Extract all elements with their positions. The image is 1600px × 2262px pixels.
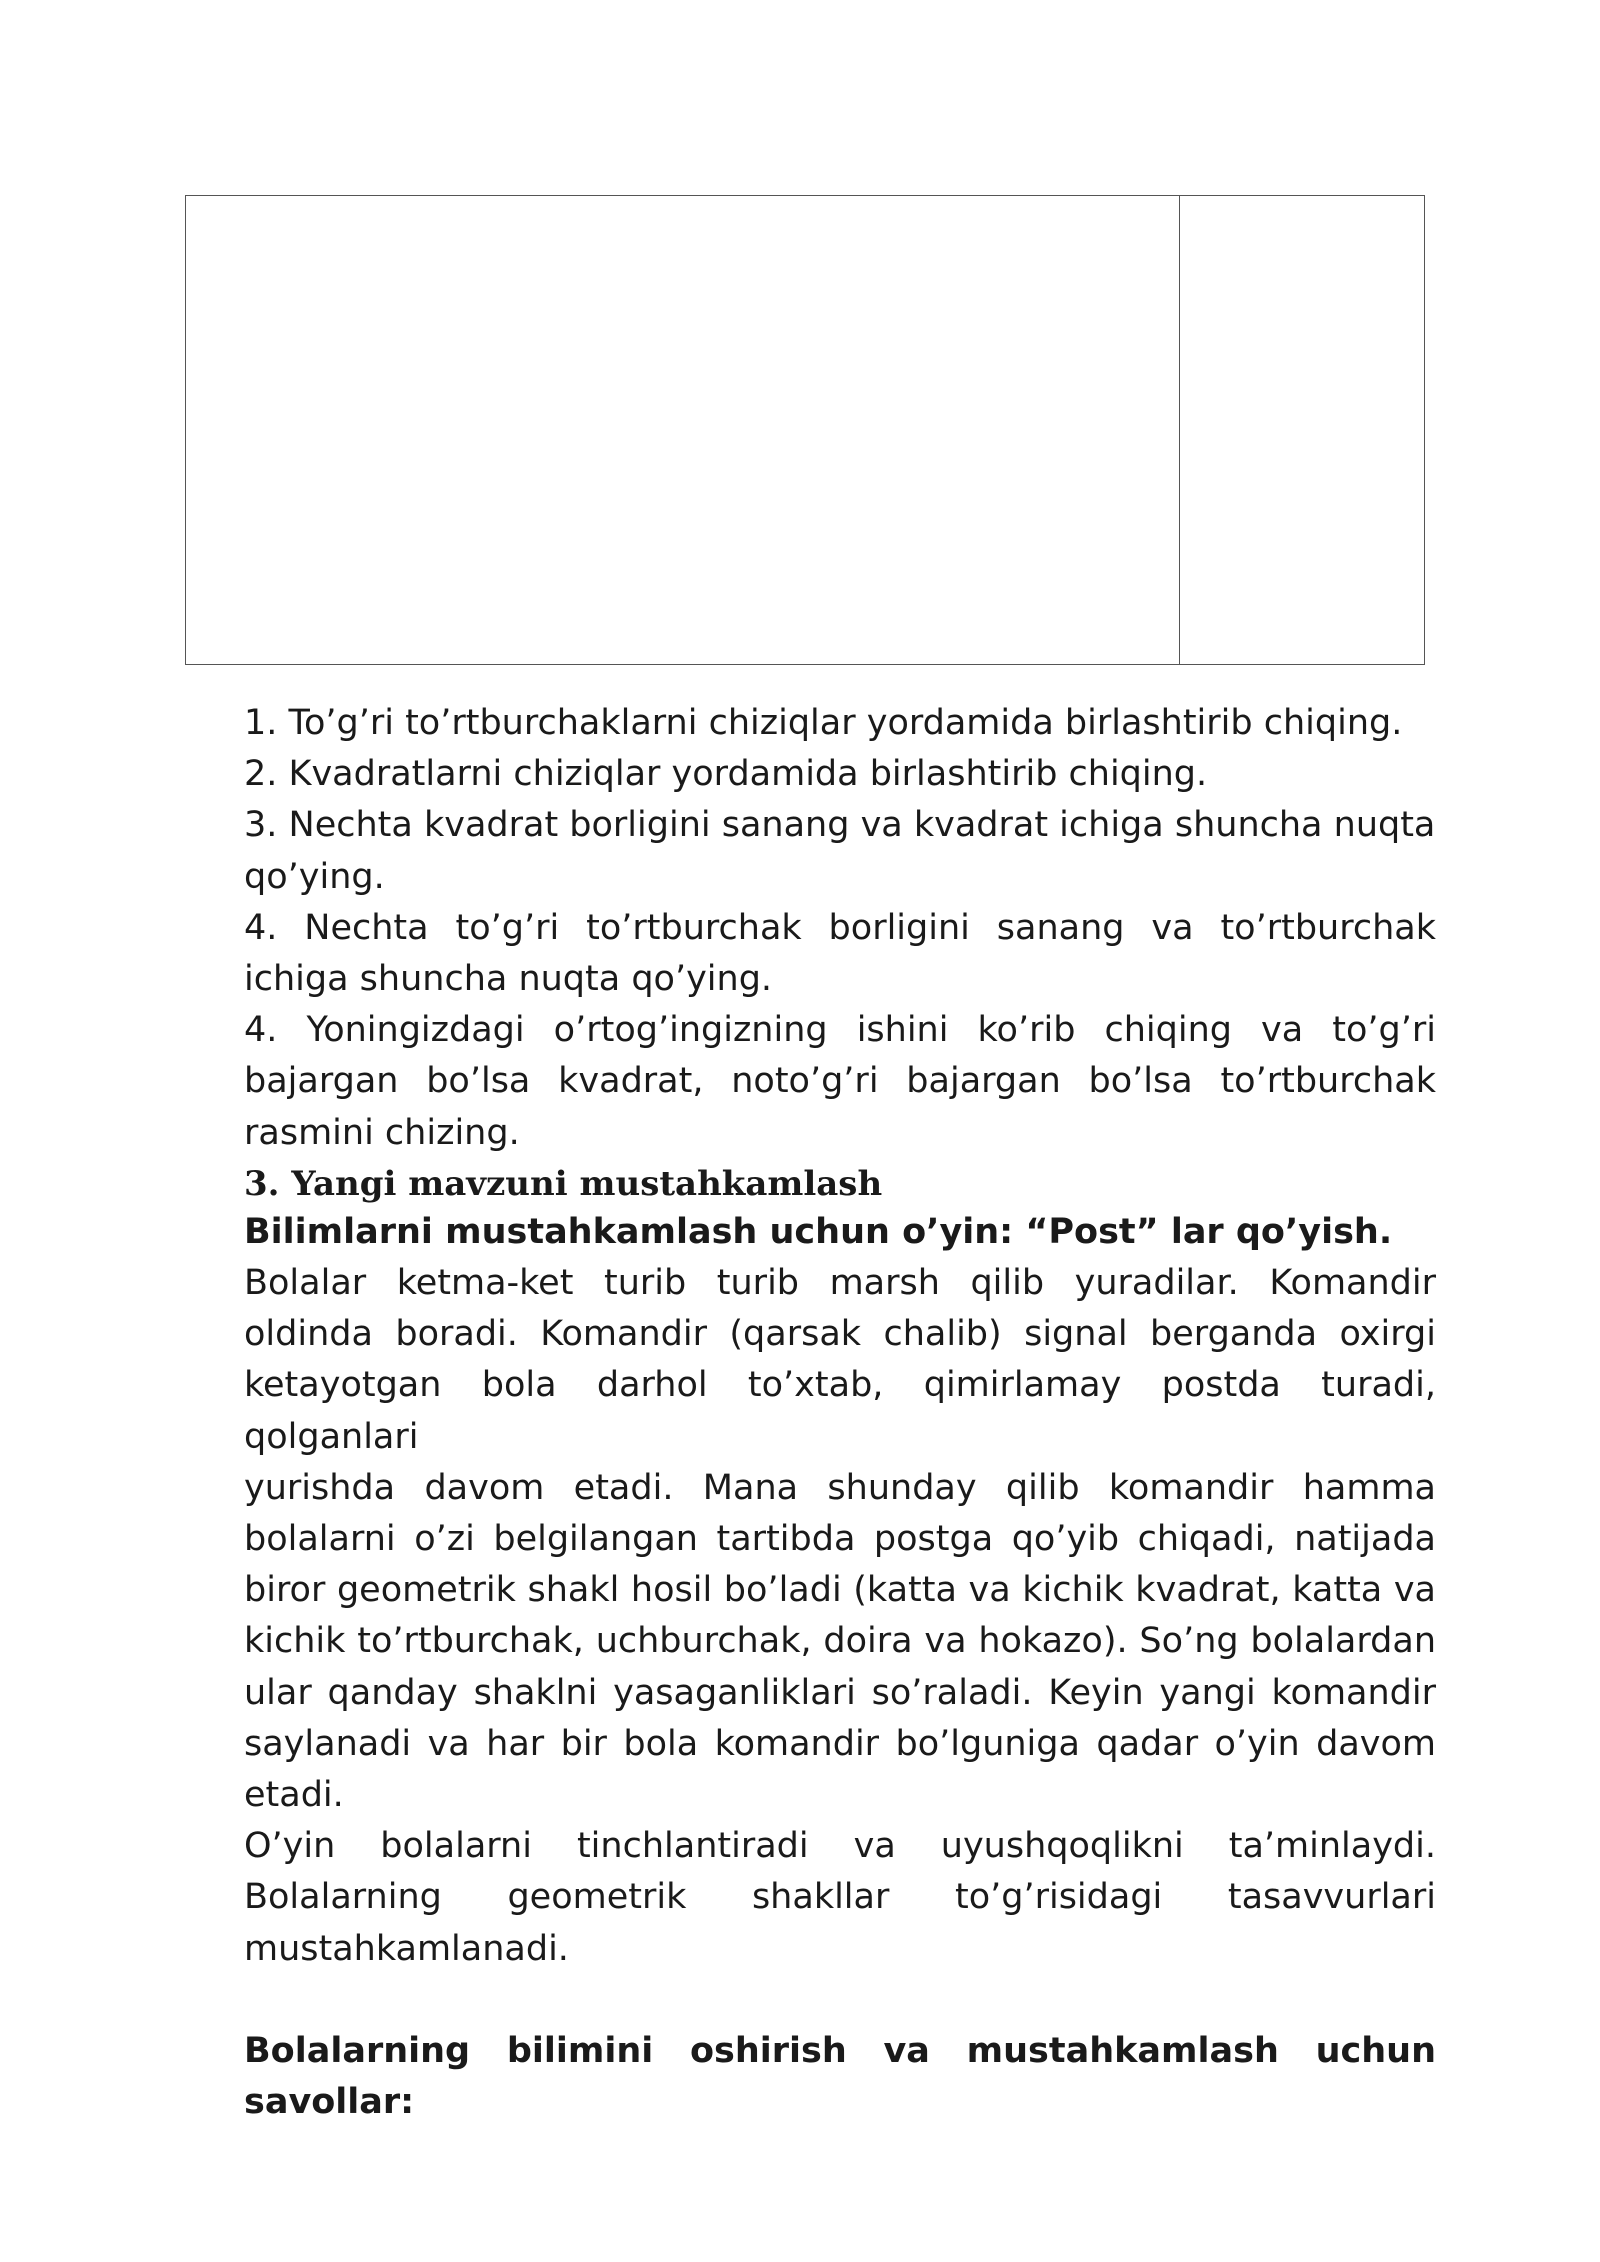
- text-line: yurishda davom etadi. Mana shunday qilib komandir hamma: [244, 1467, 1436, 1508]
- table-cell-side: [1180, 196, 1424, 664]
- text-line: O’yin bolalarni tinchlantiradi va uyushqoqlikni ta’minlaydi.: [244, 1826, 1436, 1867]
- text-line: 4. Yoningizdagi o’rtog’ingizning ishini ko’rib chiqing va to’g’ri: [244, 1010, 1436, 1051]
- text-line: ular qanday shaklni yasaganliklari so’raladi. Keyin yangi komandir: [244, 1672, 1436, 1713]
- text-line: kichik to’rtburchak, uchburchak, doira va hokazo). So’ng bolalardan: [244, 1621, 1436, 1662]
- table-cell-drawing-area: [186, 196, 1180, 664]
- list-item-4a: [244, 903, 1436, 1005]
- questions-heading: [244, 2026, 1436, 2128]
- text-line: biror geometrik shakl hosil bo’ladi (katta va kichik kvadrat, katta va: [244, 1570, 1436, 1611]
- list-item: 1. To’g’ri to’rtburchaklarni chiziqlar yordamida birlashtirib chiqing.: [244, 703, 1403, 743]
- text-line: ketayotgan bola darhol to’xtab, qimirlamay postda turadi, qolganlari: [244, 1365, 1436, 1457]
- text-line: saylanadi va har bir bola komandir bo’lguniga qadar o’yin davom: [244, 1723, 1436, 1764]
- game-result: [244, 1821, 1436, 1975]
- empty-drawing-table: [185, 195, 1425, 665]
- text-line: rasmini chizing.: [244, 1112, 520, 1153]
- text-line: bajargan bo’lsa kvadrat, noto’g’ri bajargan bo’lsa to’rtburchak: [244, 1061, 1436, 1102]
- text-line: oldinda boradi. Komandir (qarsak chalib) signal berganda oxirgi: [244, 1314, 1436, 1355]
- game-title: Bilimlarni mustahkamlash uchun o’yin: “Post” lar qo’yish.: [244, 1211, 1393, 1252]
- text-line: bolalarni o’zi belgilangan tartibda postga qo’yib chiqadi, natijada: [244, 1519, 1436, 1560]
- list-item-4b: [244, 1005, 1436, 1159]
- section-heading: 3. Yangi mavzuni mustahkamlash: [244, 1163, 883, 1204]
- game-description: [244, 1258, 1436, 1821]
- text-line: Bolalar ketma-ket turib turib marsh qilib yuradilar. Komandir: [244, 1263, 1436, 1304]
- list-item-continuation: qo’ying.: [244, 856, 385, 897]
- text-line: etadi.: [244, 1775, 344, 1816]
- text-line: mustahkamlanadi.: [244, 1928, 569, 1969]
- text-line: 4. Nechta to’g’ri to’rtburchak borligini sanang va to’rtburchak: [244, 907, 1436, 948]
- text-line: Bolalarning bilimini oshirish va mustahkamlash uchun: [244, 2030, 1436, 2071]
- list-item: 3. Nechta kvadrat borligini sanang va kvadrat ichiga shuncha nuqta: [244, 805, 1436, 846]
- text-line: savollar:: [244, 2082, 415, 2123]
- text-line: ichiga shuncha nuqta qo’ying.: [244, 959, 773, 1000]
- text-line: Bolalarning geometrik shakllar to’g’risidagi tasavvurlari: [244, 1877, 1436, 1918]
- list-item: 2. Kvadratlarni chiziqlar yordamida birlashtirib chiqing.: [244, 754, 1208, 795]
- document-body: [244, 698, 1436, 2128]
